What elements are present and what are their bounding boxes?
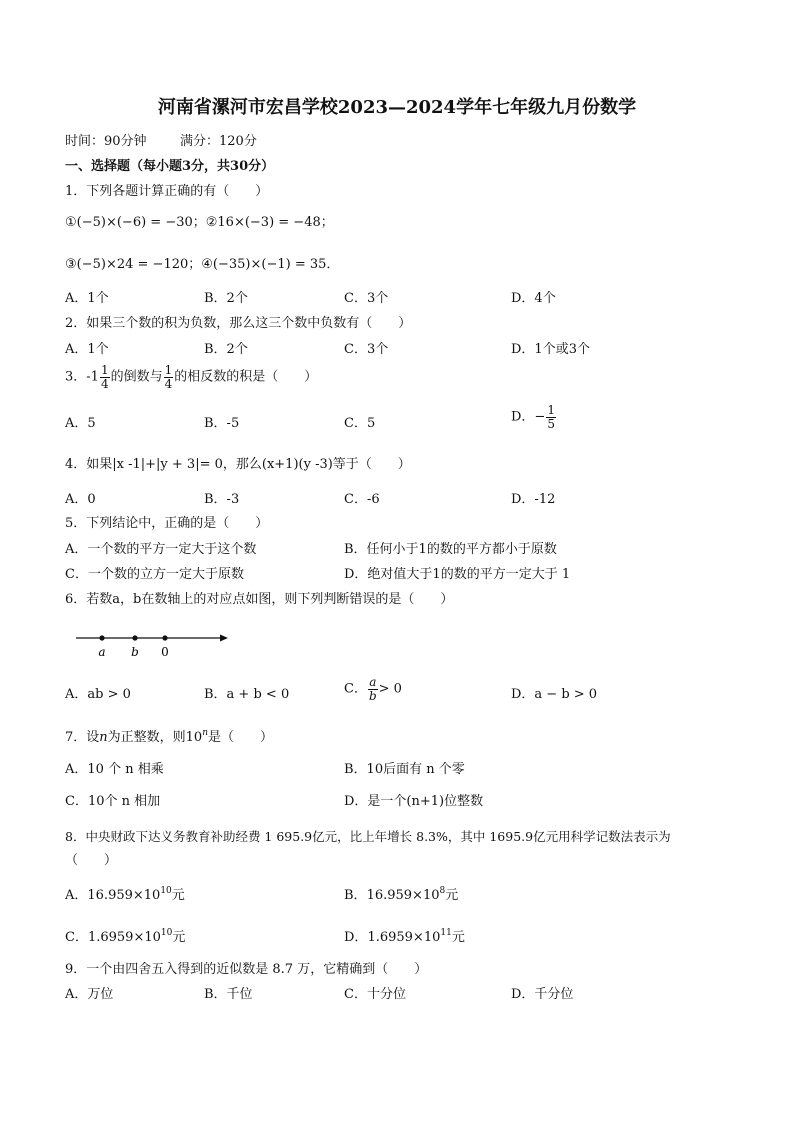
exam-score: 满分：120分: [180, 134, 257, 149]
point-zero: [162, 635, 167, 640]
q6-option-d: D．a − b > 0: [511, 687, 598, 702]
q2-option-d: D．1个或3个: [511, 342, 590, 357]
q5-option-a: A．一个数的平方一定大于这个数: [65, 542, 257, 557]
q8-optc-prefix: C．: [65, 930, 88, 945]
q3-mid: 的倒数与: [110, 369, 163, 385]
point-b: [132, 635, 137, 640]
q8-opta-exp: 10: [160, 886, 172, 896]
page-title: 河南省漯河市宏昌学校2023—2024学年七年级九月份数学: [157, 97, 637, 118]
q3-option-a: A．5: [65, 416, 96, 431]
label-zero: 0: [161, 645, 169, 659]
q1-option-b: B．2个: [204, 291, 248, 306]
q8-stem-paren: （ ）: [65, 853, 118, 868]
q7-option-a: A．10 个 n 相乘: [65, 762, 164, 777]
q3-tail: 的相反数的积是（ ）: [174, 369, 318, 385]
q4-option-a: A．0: [65, 492, 96, 507]
q3-fraction-2: [164, 364, 174, 390]
q3-whole: -1: [86, 369, 99, 385]
q3-option-c: C．5: [344, 416, 376, 431]
q3-fraction: [100, 364, 110, 390]
q1-stem: 1．下列各题计算正确的有（ ）: [65, 184, 269, 199]
q7-option-b: B．10后面有 n 个零: [344, 762, 465, 777]
q8-option-a: [65, 888, 185, 904]
q3-option-d: [511, 404, 557, 430]
q3-optd-fraction: [546, 404, 556, 430]
q3-frac2-den: 4: [164, 376, 173, 391]
q8-option-b: [344, 888, 458, 904]
q7-stem: [65, 730, 273, 746]
q5-option-c: C．一个数的立方一定大于原数: [65, 567, 244, 582]
q4-option-d: D．-12: [511, 492, 556, 507]
q4-option-c: C．-6: [344, 492, 380, 507]
q2-option-b: B．2个: [204, 342, 248, 357]
q7-mid: 为正整数，则10: [107, 730, 203, 745]
q8-option-c: [65, 930, 185, 946]
q6-optc-tail: > 0: [378, 681, 402, 697]
q3-optd-num: 1: [547, 403, 555, 417]
q8-opta-base: 16.959×10: [87, 888, 161, 903]
point-a: [99, 635, 104, 640]
q4-option-b: B．-3: [204, 492, 240, 507]
q7-option-d: D．是一个(n+1)位整数: [344, 794, 484, 809]
q5-option-d: D．绝对值大于1的数的平方一定大于 1: [344, 567, 571, 582]
q8-optc-exp: 10: [160, 928, 173, 938]
q3-optd-prefix: D．: [511, 409, 535, 425]
q3-stem: [65, 364, 317, 390]
arrow-icon: [220, 635, 228, 642]
q9-option-c: C．十分位: [344, 987, 406, 1002]
q1-option-c: C．3个: [344, 291, 389, 306]
number-line-figure: [70, 628, 230, 664]
q3-frac2-num: 1: [164, 363, 173, 377]
q6-option-b: B．a + b < 0: [204, 687, 290, 702]
label-b: b: [131, 645, 139, 659]
exam-time: 时间：90分钟: [65, 134, 147, 149]
q8-opta-prefix: A．: [65, 888, 88, 903]
q8-optc-base: 1.6959×10: [87, 930, 161, 945]
label-a: a: [98, 645, 106, 659]
q7-prefix: 7．设: [65, 730, 100, 745]
q5-stem: 5．下列结论中，正确的是（ ）: [65, 516, 269, 531]
q6-optc-num: a: [369, 675, 377, 689]
q6-optc-fraction: [368, 676, 378, 702]
q4-stem: 4．如果|x -1|+|y + 3|= 0，那么(x+1)(y -3)等于（ ）: [65, 457, 411, 472]
q8-optb-exp: 8: [439, 886, 446, 896]
q9-stem: 9．一个由四舍五入得到的近似数是 8.7 万，它精确到（ ）: [65, 962, 428, 977]
q3-number: 3．: [65, 369, 87, 385]
q2-option-c: C．3个: [344, 342, 389, 357]
q6-stem: 6．若数a，b在数轴上的对应点如图，则下列判断错误的是（ ）: [65, 592, 454, 607]
q8-opta-unit: 元: [171, 888, 185, 903]
q8-optd-unit: 元: [451, 930, 465, 945]
q8-optd-base: 1.6959×10: [367, 930, 441, 945]
q8-stem: 8．中央财政下达义务教育补助经费 1 695.9亿元，比上年增长 8.3%，其中 1695.9亿元用科学记数法表示为: [65, 829, 671, 844]
q6-optc-den: b: [368, 688, 377, 703]
q8-optb-prefix: B．: [344, 888, 367, 903]
q8-option-d: [344, 930, 465, 946]
q1-line2: ③(−5)×24 = −120；④(−35)×(−1) = 35．: [65, 257, 340, 272]
q3-frac-den: 4: [100, 376, 109, 391]
q9-option-b: B．千位: [204, 987, 253, 1002]
q6-option-c: [344, 676, 402, 702]
q9-option-a: A．万位: [65, 987, 114, 1002]
q3-option-b: B．-5: [204, 416, 240, 431]
section-heading: 一、选择题（每小题3分，共30分）: [65, 159, 275, 174]
q1-option-a: A．1个: [65, 291, 109, 306]
q8-optd-prefix: D．: [344, 930, 368, 945]
q7-exponent: n: [202, 728, 208, 738]
q8-optb-unit: 元: [445, 888, 459, 903]
q1-line1: ①(−5)×(−6) = −30；②16×(−3) = −48；: [65, 215, 334, 230]
q7-option-c: C．10个 n 相加: [65, 794, 161, 809]
q6-option-a: A．ab > 0: [65, 687, 131, 702]
q3-optd-sign: −: [534, 409, 546, 425]
q2-stem: 2．如果三个数的积为负数，那么这三个数中负数有（ ）: [65, 316, 412, 331]
q5-option-b: B．任何小于1的数的平方都小于原数: [344, 542, 557, 557]
q7-tail: 是（ ）: [208, 730, 274, 745]
q3-optd-den: 5: [547, 416, 555, 431]
q8-optc-unit: 元: [172, 930, 186, 945]
q8-optd-exp: 11: [440, 928, 452, 938]
q6-optc-prefix: C．: [344, 681, 367, 697]
q8-optb-base: 16.959×10: [366, 888, 440, 903]
q3-frac-num: 1: [100, 363, 109, 377]
q2-option-a: A．1个: [65, 342, 109, 357]
q1-option-d: D．4个: [511, 291, 556, 306]
q7-var: n: [99, 730, 108, 745]
q9-option-d: D．千分位: [511, 987, 574, 1002]
